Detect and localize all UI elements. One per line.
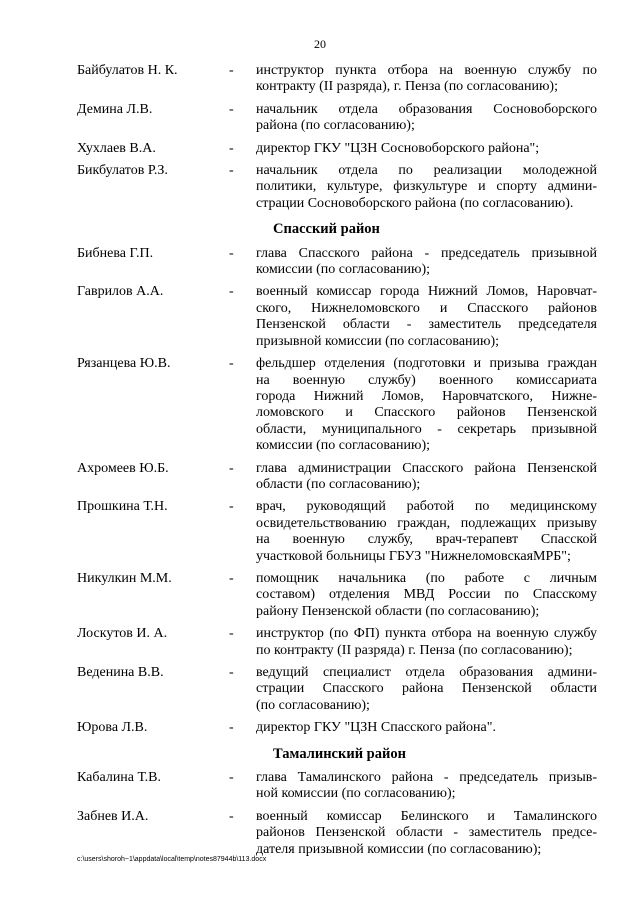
role-line: ной комиссии (по согласованию); [256,786,456,802]
role-line: дателя призывной комиссии (по согласованию); [256,841,542,857]
dash-separator: - [229,570,234,586]
member-role [256,356,597,454]
role-line: военный комиссар города Нижний Ломов, Наровчат- [256,284,597,300]
member-role [256,163,597,212]
member-entry [77,770,597,803]
role-line: военный комиссар Белинского и Тамалинского [256,808,597,824]
member-name: Забнев И.А. [77,808,149,824]
section-heading-spassky: Спасский район [273,221,380,238]
member-name: Лоскутов И. А. [77,626,168,642]
member-role [256,246,597,279]
role-line: ского, Нижнеломовского и Спасского районов [256,300,597,316]
member-role [256,141,597,157]
member-name: Байбулатов Н. К. [77,63,178,78]
role-line: начальник отдела по реализации молодежной [256,163,597,179]
member-entry [77,163,597,212]
member-entry [77,665,597,714]
role-line: комиссии (по согласованию); [256,262,431,278]
role-line: города Нижний Ломов, Наровчатского, Нижне- [256,388,597,404]
dash-separator: - [229,356,234,372]
dash-separator: - [229,808,234,824]
member-role [256,63,597,96]
member-role [256,626,597,659]
member-name: Веденина В.В. [77,665,164,680]
dash-separator: - [229,626,234,642]
member-entry [77,284,597,350]
page-number: 20 [314,37,326,51]
role-line: призывной комиссии (по согласованию); [256,333,500,349]
role-line: на военную службу, врач-терапевт Спасской [256,532,597,548]
entries-spassky [77,246,597,737]
dash-separator: - [229,101,234,117]
member-role [256,665,597,714]
member-name: Прошкина Т.Н. [77,499,168,515]
dash-separator: - [229,140,234,156]
member-entry [77,63,597,96]
member-entry [77,246,597,279]
dash-separator: - [229,163,234,179]
member-entry [77,571,597,620]
role-line: Пензенской области - заместитель председателя [256,317,597,333]
file-path-footer: c:\users\shoroh~1\appdata\local\temp\notes87944b\113.docx [77,856,267,863]
role-line: на военную службу) военного комиссариата [256,372,597,388]
role-line: помощник начальника (по работе с личным [256,570,597,586]
member-entry [77,720,597,736]
role-line: ведущий специалист отдела образования админи- [256,665,597,680]
role-line: глава Спасского района - председатель призывной [256,245,597,261]
member-entry [77,626,597,659]
dash-separator: - [229,245,234,261]
member-role [256,720,597,736]
role-line: фельдшер отделения (подготовки и призыва граждан [256,356,597,372]
role-line: врач, руководящий работой по медицинскому [256,499,597,515]
member-name: Хухлаев В.А. [77,140,156,156]
member-entry [77,809,597,858]
role-line: инструктор пункта отбора на военную службу по [256,63,597,78]
role-line: области (по согласованию); [256,476,421,492]
member-role [256,770,597,803]
role-line: освидетельствованию граждан, подлежащих призыву [256,515,597,531]
member-role [256,809,597,858]
role-line: по контракту (II разряда) г. Пенза (по согласованию); [256,642,573,658]
role-line: начальник отдела образования Сосновоборского [256,101,597,117]
role-line: района (по согласованию); [256,118,415,134]
member-name: Рязанцева Ю.В. [77,356,171,372]
member-name: Бибнева Г.П. [77,245,154,261]
dash-separator: - [229,770,234,786]
dash-separator: - [229,460,234,476]
member-name: Демина Л.В. [77,101,153,117]
role-line: районов Пензенской области - заместитель предсе- [256,825,597,841]
role-line: глава Тамалинского района - председатель призыв- [256,770,597,786]
section-heading-tamalinsky: Тамалинский район [273,745,406,762]
role-line: району Пензенской области (по согласованию); [256,603,540,619]
dash-separator: - [229,284,234,300]
dash-separator: - [229,63,234,78]
member-name: Бикбулатов Р.З. [77,163,168,179]
role-line: ломовского и Спасского районов Пензенской [256,405,597,421]
role-line: глава администрации Спасского района Пензенской [256,460,597,476]
role-line: контракту (II разряда), г. Пенза (по согласованию); [256,79,558,95]
member-entry [77,499,597,565]
member-entry [77,141,597,157]
member-name: Ахромеев Ю.Б. [77,460,169,476]
role-line: страции Спасского района Пензенской области [256,681,597,697]
dash-separator: - [229,720,234,736]
member-entry [77,102,597,135]
member-name: Гаврилов А.А. [77,284,164,300]
role-line: комиссии (по согласованию); [256,438,431,454]
member-name: Кабалина Т.В. [77,770,161,786]
dash-separator: - [229,665,234,680]
member-role [256,102,597,135]
entries-top [77,63,597,212]
role-line: политики, культуре, физкультуре и спорту админи- [256,179,597,195]
role-line: инструктор (по ФП) пункта отбора на военную службу [256,626,597,642]
role-line: (по согласованию); [256,697,370,713]
member-role [256,461,597,494]
role-line: директор ГКУ "ЦЗН Сосновоборского района"; [256,140,540,156]
member-role [256,571,597,620]
member-entry [77,356,597,454]
role-line: участковой больницы ГБУЗ "НижнеломовскаяМРБ"; [256,548,571,564]
member-name: Никулкин М.М. [77,570,172,586]
role-line: составом) отделения МВД России по Спасскому [256,587,597,603]
dash-separator: - [229,499,234,515]
role-line: области, муниципального - секретарь призывной [256,421,597,437]
member-entry [77,461,597,494]
member-name: Юрова Л.В. [77,720,148,736]
role-line: директор ГКУ "ЦЗН Спасского района". [256,720,496,736]
role-line: страции Сосновоборского района (по согласованию). [256,195,574,211]
document-body [77,63,597,858]
member-role [256,499,597,565]
member-role [256,284,597,350]
entries-tamalinsky [77,770,597,858]
